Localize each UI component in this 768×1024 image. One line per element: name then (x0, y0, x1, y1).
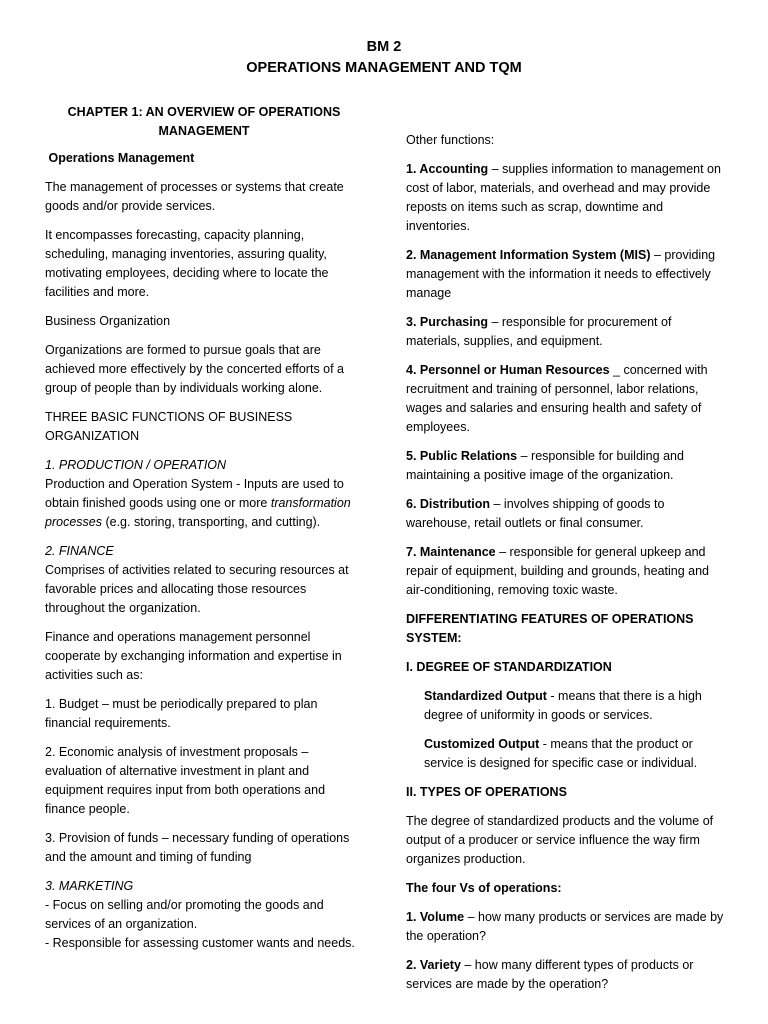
function-finance (45, 542, 363, 618)
output-text: - means that the product or service is designed for specific case or individual. (424, 737, 698, 770)
document-header (0, 37, 768, 79)
activity-text: – necessary funding of operations and the amount and timing of funding (45, 831, 350, 864)
function-production (45, 456, 363, 532)
other-function-purchasing (406, 313, 726, 351)
types-text: The degree of standardized products and the volume of output of a producer or service influence the way firm organizes production. (406, 814, 714, 866)
cooperate-text: Finance and operations management personnel cooperate by exchanging information and expertise in activities such as: (45, 630, 342, 682)
bo-heading: Business Organization (45, 314, 171, 328)
four-vs-heading: The four Vs of operations: (406, 881, 562, 895)
function-marketing (45, 877, 363, 953)
document-title: OPERATIONS MANAGEMENT AND TQM (246, 60, 522, 76)
activity-text: – must be periodically prepared to plan financial requirements. (45, 697, 318, 730)
customized-output (406, 735, 726, 773)
course-code: BM 2 (366, 39, 402, 55)
other-function-accounting (406, 160, 726, 236)
activity-term: 1. Budget (45, 697, 99, 711)
right-column (406, 131, 726, 1004)
other-function-mis (406, 246, 726, 303)
functions-heading: THREE BASIC FUNCTIONS OF BUSINESS ORGANIZATION (45, 410, 293, 443)
types-heading: II. TYPES OF OPERATIONS (406, 785, 567, 799)
activity-text: – evaluation of alternative investment in plant and equipment requires input from both operations and finance people. (45, 745, 326, 816)
function-marketing-line: - Focus on selling and/or promoting the goods and services of an organization. (45, 898, 324, 931)
om-heading: Operations Management (45, 151, 195, 165)
function-text: – supplies information to management on cost of labor, materials, and overhead and may provide reposts on items such as scrap, downtime and inventories. (406, 162, 721, 233)
activity-provision-of-funds (45, 829, 363, 867)
v-term: 2. Variety (406, 958, 461, 972)
function-text: – responsible for building and maintaining a positive image of the organization. (406, 449, 684, 482)
activity-economic-analysis (45, 743, 363, 819)
activity-term: 2. Economic analysis of investment proposals (45, 745, 298, 759)
function-text: – providing management with the information it needs to effectively manage (406, 248, 716, 300)
function-term: 3. Purchasing (406, 315, 488, 329)
other-function-personnel (406, 361, 726, 437)
standardization-heading: I. DEGREE OF STANDARDIZATION (406, 660, 612, 674)
function-production-title: 1. PRODUCTION / OPERATION (45, 458, 227, 472)
other-function-distribution (406, 495, 726, 533)
v-text: – how many different types of products or services are made by the operation? (406, 958, 694, 991)
function-text: _ concerned with recruitment and training of personnel, labor relations, wages and salaries and ensuring health and safety of employees. (406, 363, 708, 434)
other-function-public-relations (406, 447, 726, 485)
left-column (45, 103, 363, 963)
chapter-heading: CHAPTER 1: AN OVERVIEW OF OPERATIONS MANAGEMENT (67, 105, 341, 138)
v-term: 1. Volume (406, 910, 465, 924)
function-term: 1. Accounting (406, 162, 489, 176)
bo-definition: Organizations are formed to pursue goals that are achieved more effectively by the concerted efforts of a group of people than by individuals working alone. (45, 343, 345, 395)
differentiating-heading: DIFFERENTIATING FEATURES OF OPERATIONS SYSTEM: (406, 612, 694, 645)
activity-budget (45, 695, 363, 733)
function-term: 6. Distribution (406, 497, 491, 511)
other-function-maintenance (406, 543, 726, 600)
standardized-output (406, 687, 726, 725)
om-scope: It encompasses forecasting, capacity planning, scheduling, managing inventories, assuring quality, motivating employees, deciding where to locate the facilities and more. (45, 228, 329, 299)
output-term: Customized Output (424, 737, 540, 751)
function-term: 7. Maintenance (406, 545, 496, 559)
v-variety (406, 956, 726, 994)
function-finance-title: 2. FINANCE (45, 544, 114, 558)
function-term: 4. Personnel or Human Resources (406, 363, 610, 377)
output-term: Standardized Output (424, 689, 547, 703)
activity-term: 3. Provision of funds (45, 831, 159, 845)
output-text: - means that there is a high degree of uniformity in goods or services. (424, 689, 702, 722)
function-text: – responsible for procurement of materials, supplies, and equipment. (406, 315, 672, 348)
function-term: 5. Public Relations (406, 449, 518, 463)
om-definition: The management of processes or systems that create goods and/or provide services. (45, 180, 344, 213)
other-functions-heading: Other functions: (406, 133, 495, 147)
function-production-text-b: (e.g. storing, transporting, and cutting). (101, 515, 321, 529)
function-text: – responsible for general upkeep and repair of equipment, building and grounds, heating and air-conditioning, removing toxic waste. (406, 545, 709, 597)
function-marketing-title: 3. MARKETING (45, 879, 134, 893)
function-term: 2. Management Information System (MIS) (406, 248, 651, 262)
function-finance-text: Comprises of activities related to securing resources at favorable prices and allocating those resources throughout the organization. (45, 563, 349, 615)
function-production-text-italic: transformation processes (45, 496, 351, 529)
v-volume (406, 908, 726, 946)
function-marketing-line: - Responsible for assessing customer wants and needs. (45, 936, 355, 950)
function-text: – involves shipping of goods to warehouse, retail outlets or final consumer. (406, 497, 665, 530)
function-production-text-a: Production and Operation System - Inputs are used to obtain finished goods using one or more (45, 477, 344, 510)
v-text: – how many products or services are made by the operation? (406, 910, 724, 943)
